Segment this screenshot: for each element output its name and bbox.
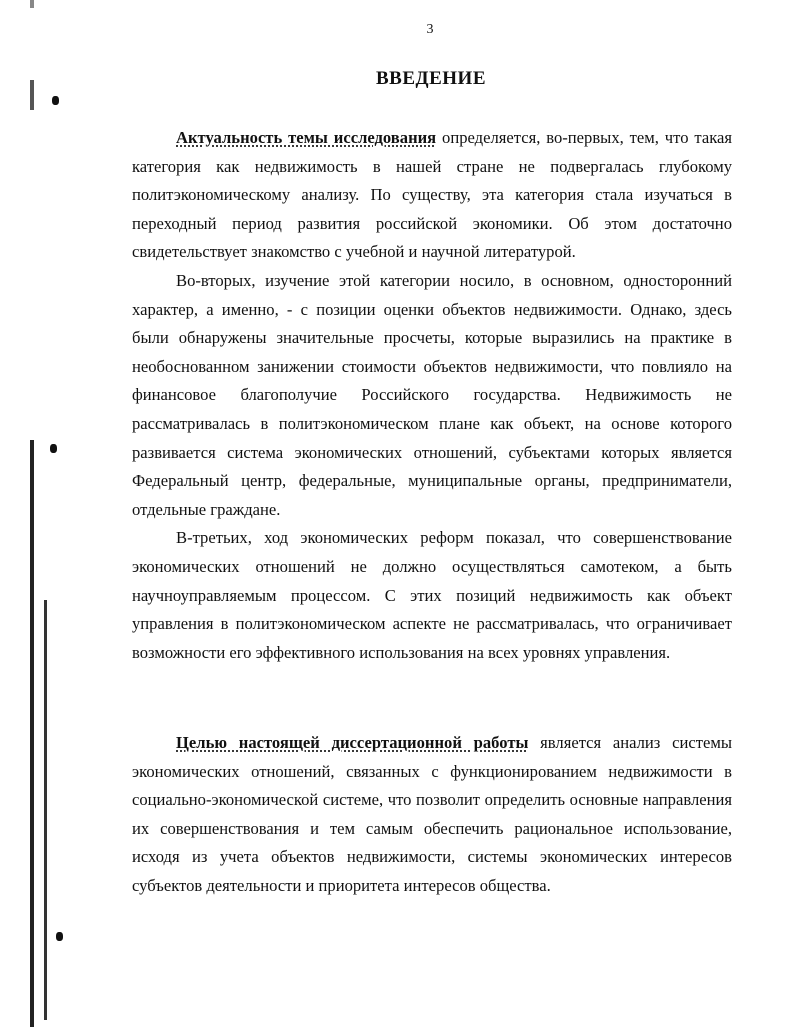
- paragraph-text: В-третьих, ход экономических реформ показал, что совершенствование экономических отношений не должно осуществляться самотеком, а быть научноуправляемым процессом. С этих позиций недвижимость как объект управления в политэкономическом аспекте не рассматривалась, что ограничивает возможности его эффективного использования на всех уровнях управления.: [132, 528, 732, 662]
- paragraph: [132, 124, 732, 267]
- page-number: 3: [426, 22, 434, 37]
- paragraph-text: Во-вторых, изучение этой категории носило, в основном, односторонний характер, а именно, - с позиции оценки объектов недвижимости. Однако, здесь были обнаружены значительные просчеты, которые выразились на практике в необоснованном занижении стоимости объектов недвижимости, что повлияло на финансовое благополучие Российского государства. Недвижимость не рассматривалась в политэкономическом плане как объект, на основе которого развивается система экономических отношений, субъектами которых является Федеральный центр, федеральные, муниципальные органы, предприниматели, отдельные граждане.: [132, 270, 732, 519]
- paragraph-lead: Целью настоящей диссертационной работы: [176, 733, 529, 752]
- scan-margin-line: [44, 600, 47, 1020]
- paragraph: [132, 267, 732, 524]
- binding-hole-mark: [56, 932, 63, 941]
- paragraph-lead: Актуальность темы исследования: [176, 128, 437, 147]
- paragraph-text: является анализ системы экономических отношений, связанных с функционированием недвижимости в социально-экономической системе, что позволит определить основные направления их совершенствования и тем самым обеспечить рациональное использование, исходя из учета объектов недвижимости, системы экономических интересов субъектов деятельности и приоритета интересов общества.: [132, 733, 732, 895]
- paragraph: [132, 524, 732, 667]
- paragraph-text: определяется, во-первых, тем, что такая категория как недвижимость в нашей стране не подвергалась глубокому политэкономическому анализу. По существу, эта категория стала изучаться в переходный период развития российской экономики. Об этом достаточно свидетельствует знакомство с учебной и научной литературой.: [132, 128, 732, 262]
- page-title: ВВЕДЕНИЕ: [376, 68, 486, 89]
- binding-hole-mark: [52, 96, 59, 105]
- scan-margin-line: [30, 0, 34, 1027]
- body-text-block: [132, 729, 732, 901]
- binding-hole-mark: [50, 444, 57, 453]
- body-text-block: [132, 124, 732, 667]
- paragraph: [132, 729, 732, 901]
